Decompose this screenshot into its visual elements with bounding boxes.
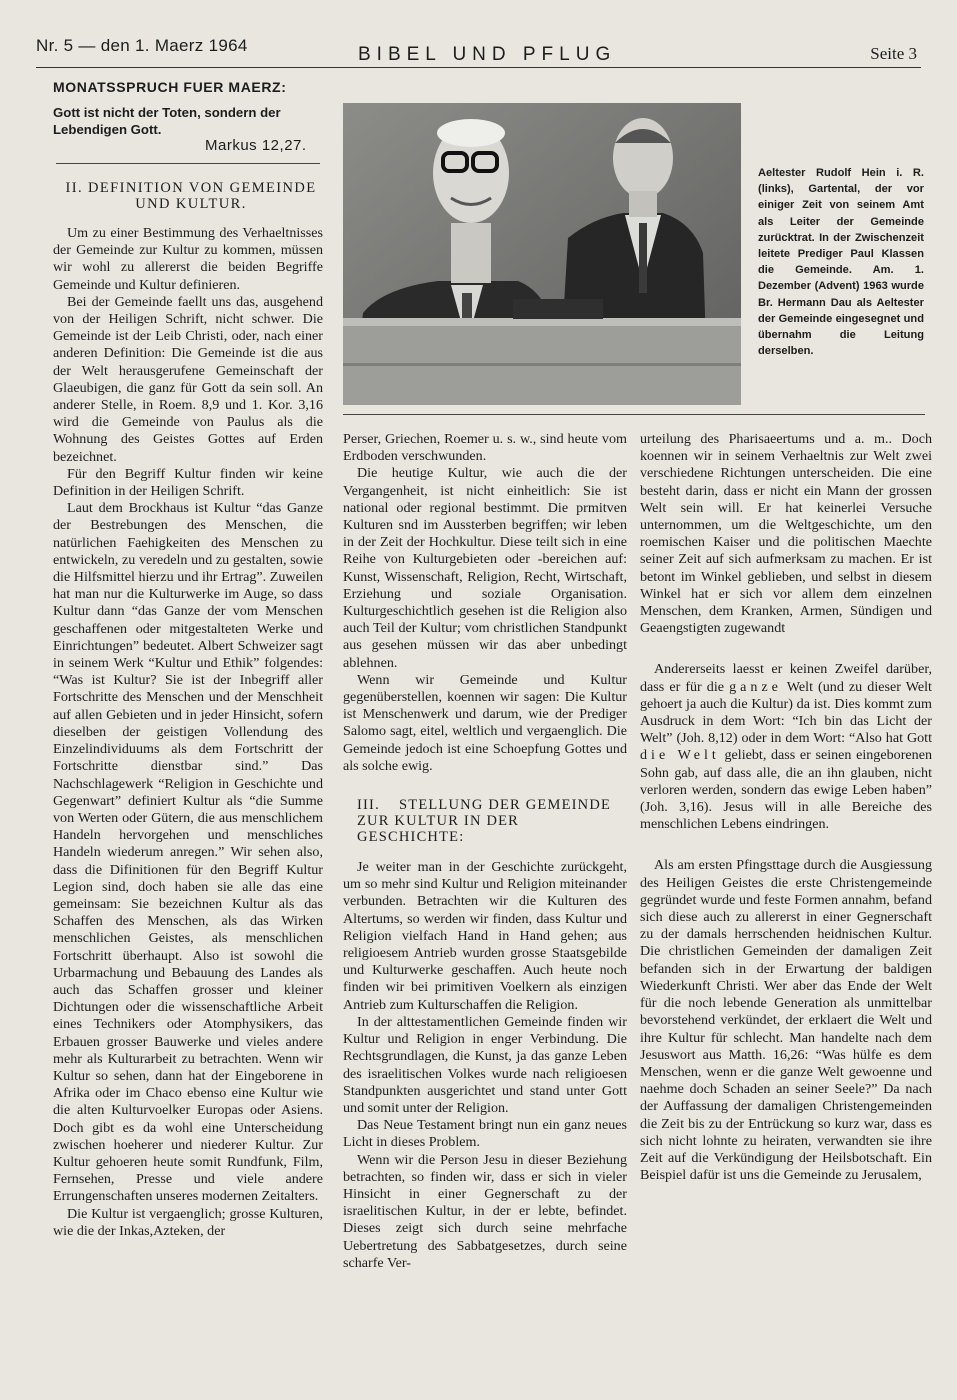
emphasis: ganze [729, 678, 782, 695]
paragraph: Um zu einer Bestimmung des Verhaeltnisses der Gemeinde zur Kultur zu kommen, müssen wir wohl zu allererst die beiden Begriffe Gemeinde und Kultur definieren. [53, 225, 323, 293]
paragraph: Als am ersten Pfingsttage durch die Ausgiessung des Heiligen Geistes die erste Christengemeinde gegründet wurde und feste Formen annahm, befand sich diese auch zu allererst in einer Gegnerschaft zu der damals herrschenden heidnischen Kultur. Die christlichen Gemeinden der damaligen Zeit befanden sich in der Erwartung der baldigen Wiederkunft Christi. Wer aber das Ende der Welt für die noch lebende Generation als unmittelbar bevorstehend verkündet, der erklaert die Welt und ihre Kultur für schlecht. Man handelte nach dem Jesuswort aus Matth. 16,26: “Was hülfe es dem Menschen, wenn er die ganze Welt gewoenne und naehme doch Schaden an seiner Seele?” Da nach der Auffassung der damaligen Christengemeinden die Zeit bis zu der Entrückung so kurz war, dass es sich nicht lohnte zu heiraten, verwandten sie ihre Zeit auf die Verkündigung der Heilsbotschaft. Ein Beispiel dafür ist uns die Gemeinde zu Jerusalem, [640, 857, 932, 1184]
monthly-verse-title: MONATSSPRUCH FUER MAERZ: [53, 79, 287, 95]
masthead-title: BIBEL UND PFLUG [358, 44, 617, 65]
paragraph: Laut dem Brockhaus ist Kultur “das Ganze der Bestrebungen des Menschen, die natürlichen Faehigkeiten des Menschen zu entwickeln, zu veredeln und zu gestalten, sowie die Hilfsmittel hierzu und ihr Ertrag”. Zuweilen hat man nur die Kulturwerke im Auge, so dass Kultur dann “das Ganze der vom Menschen geschaffenen oder mitgestalteten Werke und Einrichtungen” bedeutet. Albert Schweizer sagt in seinem Werk “Kultur und Ethik” folgendes: “Was ist Kultur? Sie ist der Inbegriff aller Fortschritte des Menschen und der Menschheit auf allen Gebieten und in jeder Hinsicht, sofern dieselben der geistigen Vollendung des Einzelindividuums als dem Fortschritt der Fortschritte dienstbar sind.” Das Nachschlagewerk “Religion in Geschichte und Gegenwart” definiert Kultur als “die Summe von Werten oder Gütern, die aus menschlichem Handeln hervorgehen und menschliches Handeln wiederum anregen.” Wir sehen also, dass die Difinitionen für den Begriff Kultur Legion sind, doch haben sie alle das eine gemeinsam: Sie bezeichnen Kultur als das Schaffen des Menschen, als das Wirken menschlichen Geistes, als menschlichen Fortschritt überhaupt. Also ist sowohl die Urbarmachung und Bebauung des Landes als auch das Schaffen grosser und kleiner Dichtungen oder die wissenschaftliche Arbeit eines Technikers oder Atomphysikers, das Erbauen grosser Bauwerke und vieles andere mehr als Kulturarbeit zu betrachten. Wenn wir Kultur so sehen, dann hat der Eingeborene in Afrika oder im Chaco ebenso eine Kultur wie die alten Kulturvoelker Europas oder Asiens. Doch gibt es da wohl eine Unterscheidung zwischen hoeherer und niederer Kultur. Zur Kultur gehoeren heute somit Rundfunk, Film, Fernsehen, Presse und viele andere Errungenschaften unseres modernen Zeitalters. [53, 500, 323, 1205]
paragraph: Bei der Gemeinde faellt uns das, ausgehend von der Heiligen Schrift, nicht schwer. Die Gemeinde ist der Leib Christi, oder, nach einer anderen Definition: Die Gemeinde ist die aus der Welt herausgerufene Gemeinschaft der Glaeubigen, die ganz für Gott da sein soll. An anderer Stelle, in Roem. 8,9 und 1. Kor. 3,16 wird die Gemeinde von Paulus als die Wohnung des Geistes Gottes auf Erden bezeichnet. [53, 293, 323, 465]
monthly-verse-reference: Markus 12,27. [205, 137, 307, 154]
article-column-3 [640, 431, 932, 1184]
paragraph: Wenn wir die Person Jesu in dieser Beziehung betrachten, so finden wir, dass er sich in vieler Hinsicht in einer Gegnerschaft zu der israelitischen Kultur, in der er lebte, befindet. Dieses zeigt sich durch seine mehrfache Uebertretung des Sabbatgesetzes, durch seine scharfe Ver- [343, 1151, 627, 1271]
verse-divider [56, 163, 320, 164]
section-number: III. [357, 797, 380, 814]
issue-date: Nr. 5 — den 1. Maerz 1964 [36, 36, 248, 55]
text-run: geliebt, dass er seinen eingeborenen Sohn gab, auf dass alle, die an ihn glauben, nicht verloren werden, sondern das ewige Leben haben” (Joh. 3,16). Jesus will in alle Bereiche des menschlichen Lebens eindringen. [640, 747, 932, 833]
text-run: Welt (und zu dieser Welt gehoert ja auch die Kultur) da ist. Dies kommt zum Ausdruck in dem Wort: “Ich bin das Licht der Welt” (Joh. 8,12) oder in dem Wort: “Also hat Gott [640, 678, 932, 747]
paragraph: Die Kultur ist vergaenglich; grosse Kulturen, wie die der Inkas,Azteken, der [53, 1205, 323, 1239]
paragraph: In der alttestamentlichen Gemeinde finden wir Kultur und Religion in enger Verbindung. Die Rechtsgrundlagen, die Kunst, ja das ganze Leben des israelitischen Volkes wurde nach religioesen Standpunkten ausgerichtet und stand unter Gott und somit unter der Religion. [343, 1013, 627, 1116]
paragraph: Für den Begriff Kultur finden wir keine Definition in der Heiligen Schrift. [53, 465, 323, 500]
paragraph: Die heutige Kultur, wie auch die der Vergangenheit, ist nicht einheitlich: Sie ist national oder regional bestimmt. Die prmitven Kulturen snd im Aussterben begriffen; wir leben in der Zeit der Hochkultur. Diese teilt sich in eine Reihe von Kulturgebieten oder -bereichen auf: Kunst, Wissenschaft, Religion, Recht, Wirtschaft, Erziehung und soziale Organisation. Kulturgeschichtlich gesehen ist die Religion also auch Teil der Kultur; vom christlichen Standpunkt aus gesehen müssen wir das aber unbedingt ablehnen. [343, 465, 627, 671]
article-column-1 [53, 225, 323, 1240]
emphasis: die Welt [640, 747, 720, 764]
section-heading-2: II. DEFINITION VON GEMEINDE UND KULTUR. [65, 180, 317, 212]
portrait-photo [343, 103, 741, 405]
photo-divider [343, 414, 925, 415]
page-number: Seite 3 [870, 44, 917, 63]
paragraph: urteilung des Pharisaeertums und a. m.. Doch koennen wir in seinem Verhaeltnis zur Welt zwei verschiedene Richtungen unterscheiden. Die eine besteht darin, dass er nicht ein Mann der grossen Welt sein will. Er hat keinerlei Versuche unternommen, um die Weltgeschichte, um den roemischen Kaiser und die politischen Maechte seiner Zeit auf sich aufmerksam zu machen. Er ist betont im Winkel geblieben, und selbst in diesem Winkel hat er sich vor allem dem einzelnen Menschen, dem Kranken, Armen, Sündigen und Geaengstigten zugewandt [640, 431, 932, 637]
paragraph: Das Neue Testament bringt nun ein ganz neues Licht in dieses Problem. [343, 1117, 627, 1151]
photo-caption: Aeltester Rudolf Hein i. R. (links), Gartental, der vor einiger Zeit von seinem Amt als Leiter der Gemeinde zurücktrat. In der Zwischenzeit leitete Prediger Paul Klassen die Gemeinde. Am. 1. Dezember (Advent) 1963 wurde Br. Hermann Dau als Aeltester der Gemeinde eingesegnet und übernahm die Leitung derselben. [758, 167, 924, 358]
paragraph: Wenn wir Gemeinde und Kultur gegenüberstellen, koennen wir sagen: Die Kultur ist Menschenwerk und darum, wie der Prediger Salomo sagt, eitel, weltlich und vergaenglich. Die Gemeinde jedoch ist eine Schoepfung Gottes und als solche ewig. [343, 671, 627, 774]
paragraph [640, 661, 932, 833]
photo-illustration [343, 103, 741, 405]
paragraph: Je weiter man in der Geschichte zurückgeht, um so mehr sind Kultur und Religion miteinander verbunden. Betrachten wir die Kulturen des Altertums, so werden wir finden, dass Kultur und Religion vielfach Hand in Hand gehen; aus religioesem Antrieb wurden grosse Staatsgebilde und Kulturwerke geschaffen. Auch heute noch finden wir bei primitiven Voelkern als einzigen Antrieb zum Kulturschaffen die Religion. [343, 859, 627, 1013]
monthly-verse-text: Gott ist nicht der Toten, sondern der Lebendigen Gott. [53, 105, 281, 137]
article-column-2 [343, 431, 627, 1272]
section-heading-3 [357, 797, 627, 845]
header-rule [36, 67, 921, 68]
paragraph: Perser, Griechen, Roemer u. s. w., sind heute vom Erdboden verschwunden. [343, 431, 627, 465]
text-run: Andererseits laesst er keinen Zweifel darüber, dass er für die [640, 661, 932, 695]
section-title: STELLUNG DER GEMEINDE ZUR KULTUR IN DER GESCHICHTE: [357, 797, 612, 846]
